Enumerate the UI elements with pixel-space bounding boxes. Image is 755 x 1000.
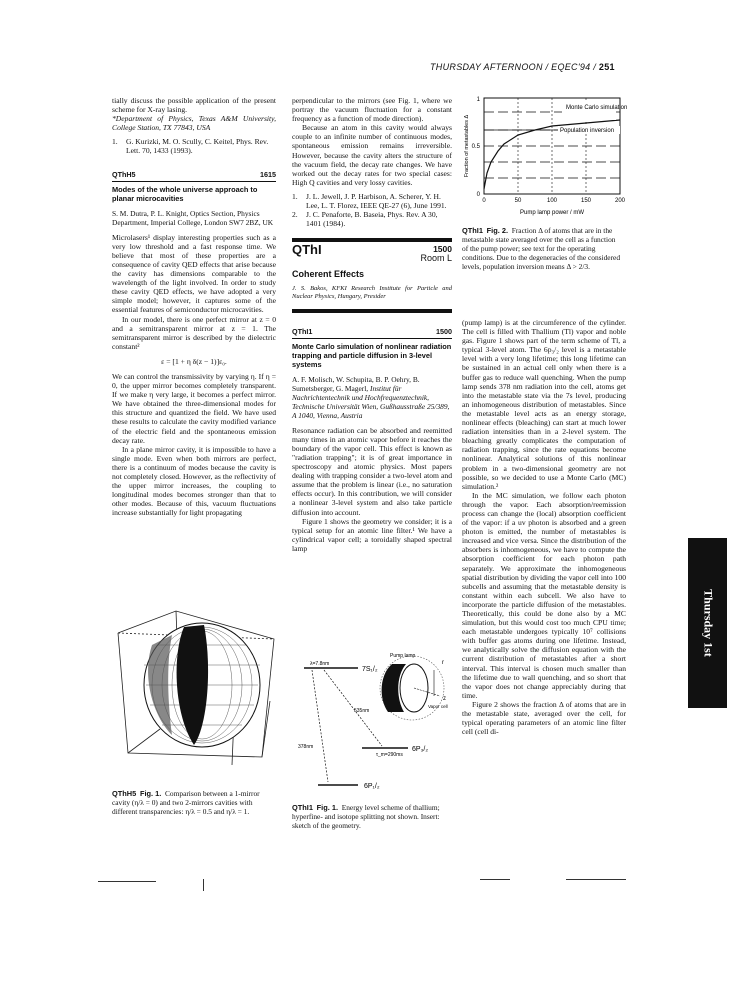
- paper-authors: A. F. Molisch, W. Schupita, B. P. Oehry, B. Sumetsberger, G. Magerl, Institut für Nachrichtentechnik und Hochfrequenztechnik, Technische Universität Wien, Gußhausstraße 25/389, A 1040, Vienna, Austria: [292, 374, 450, 420]
- label-vapor-cell: Vapor cell: [428, 704, 448, 709]
- label-axis-r: r: [442, 660, 444, 666]
- label-level-6p12: 6P₁/₂: [364, 783, 380, 790]
- session-header: [292, 238, 452, 300]
- carry-affiliation: *Department of Physics, Texas A&M University, College Station, TX 77843, USA: [112, 114, 276, 133]
- figure-metastable-fraction-chart: [462, 92, 632, 220]
- label-pump-lamp: Pump lamp: [390, 653, 416, 659]
- x-tick: 0: [482, 198, 486, 204]
- label-wavelength-378: 378nm: [298, 744, 314, 750]
- x-tick: 100: [546, 198, 558, 204]
- legend-monte-carlo: Monte Carlo simulation: [566, 105, 628, 111]
- reference-item: 2. J. C. Penaforte, B. Baseia, Phys. Rev. A 30, 1401 (1984).: [292, 210, 438, 229]
- column-2: [292, 96, 452, 553]
- paragraph: In our model, there is one perfect mirror at z = 0 and a semitransparent mirror at z = 1. The semitransparent mirror is described by the dielectric constant²: [112, 314, 276, 351]
- day-thumb-tab: [688, 538, 727, 708]
- y-tick: 0.5: [471, 144, 480, 150]
- crop-mark: [98, 881, 156, 882]
- paragraph: perpendicular to the mirrors (see Fig. 1, where we portray the vacuum fluctuation for a constant frequency as a function of mode direction).: [292, 96, 452, 124]
- references: [292, 192, 452, 228]
- y-tick: 0: [476, 192, 480, 198]
- figure-1-caption: QThH5 Fig. 1. Comparison between a 1-mirror cavity (η/λ = 0) and two 2-mirrors cavities with different transparencies: η/λ = 0.5 and η/λ = 1.: [112, 789, 260, 816]
- figure-energy-levels: [292, 650, 452, 800]
- paper-header: [112, 170, 276, 182]
- crop-mark: [566, 879, 626, 880]
- y-axis-label: Fraction of metastables Δ: [464, 114, 470, 178]
- page-number: 251: [598, 62, 615, 72]
- paragraph: Figure 2 shows the fraction Δ of atoms that are in the metastable state, averaged over the cell, for typical operating parameters of an atomic line filter cell (cell di-: [462, 699, 626, 737]
- session-code: QThI: [292, 242, 322, 258]
- paragraph: Resonance radiation can be absorbed and reemitted many times in an atomic vapor before it reaches the boundary of the vapor cell. This effect is known as "radiation trapping"; it is of great importance in spectroscopy and atomic physics. Most papers dealing with trapping consider a two-level atom and assume that the problem is linear (i.e., no saturation effects occur). In this contribution, we will consider a nonlinear 3-level system and also take particle diffusion into account.: [292, 425, 452, 517]
- paragraph: Microlasers¹ display interesting properties such as a very low threshold and a fast response time. We believe that most of these properties are a consequence of cavity QED effects that arise because the cavity has dimensions comparable to the wavelength of the light involved. In order to study these cavity QED effects, we have adopted a very simple model; however, it captures some of the essential features of semiconductor microcavities.: [112, 232, 276, 315]
- paper-title: Modes of the whole universe approach to planar microcavities: [112, 184, 258, 203]
- label-wavelength-top: λ=7.8nm: [310, 661, 330, 667]
- column-1: [112, 96, 276, 517]
- legend-population-inversion: Population inversion: [560, 128, 615, 134]
- running-head-text: THURSDAY AFTERNOON / EQEC'94 /: [430, 62, 599, 72]
- reference-item: 1. J. L. Jewell, J. P. Harbison, A. Scherer, Y. H. Lee, L. T. Florez, IEEE QE-27 (6), June 1991.: [292, 191, 447, 211]
- label-lifetime: τ_m=290ms: [376, 752, 403, 758]
- paper-title: Monte Carlo simulation of nonlinear radiation trapping and particle diffusion in 3-level systems: [292, 341, 452, 369]
- paper-code: QThH5: [112, 169, 136, 179]
- x-tick: 200: [614, 198, 626, 204]
- session-room: Room L: [420, 253, 452, 264]
- paragraph: (pump lamp) is at the circumference of the cylinder. The cell is filled with Thallium (Tl) vapor and noble gas. Figure 1 shows part of the term scheme of Tl, a typical 3-level atom. The 6p₃/₂ level is a metastable level with a very long lifetime; this long lifetime can be sustained in an actual cell only when there is a buffer gas to reduce wall quenching. When the pump lamp sends 378 nm radiation into the cell, atoms get into the metastable state via the 7s level, producing an inhomogeneous distribution of metastables. Since the metastable level acts as an energy storage, nonlinear effects (bleaching) can start at much lower radiation intensities than in a 2-level system. The bleaching greatly complicates the computation of radiation trapping, since the rate equations become nonlinear. Analytical solutions of this nonlinear problem in a two-dimensional geometry are not possible, so we decided to use a Monte Carlo (MC) simulation.²: [462, 318, 626, 491]
- paragraph: In the MC simulation, we follow each photon through the vapor. Each absorption/reemission process can change the (local) absorption coefficient of the vapor: if a uv photon is absorbed and a green photon is emitted, the number of metastables is increased and vice versa. Since the distribution of the absorbers is inhomogeneous, we have to compute the absorption coefficient for each photon path separately. We approximate the inhomogeneous spatial distribution by dividing the vapor cell into 100 subcells and assuming that the metastable density is constant within each subcell. We also have to incorporate the particle diffusion of the metastables. Theoretically, this could be done also by a MC simulation, but this would cost too much CPU time; each metastable undergoes typically 10⁷ collisions with buffer gas atoms during one lifetime. Instead, we analytically solve the diffusion equation with the current distribution of metastables after a short interval. This interval is chosen much smaller than the lifetime due to wall quenching, and so short that the vapor does not change appreciably during that time.: [462, 490, 626, 700]
- crop-mark: [480, 879, 510, 880]
- session-time: 1500: [433, 244, 452, 255]
- x-axis-label: Pump lamp power / mW: [519, 210, 585, 216]
- paragraph: Figure 1 shows the geometry we consider; it is a typical setup for an atomic line filter.¹ We have a cylindrical vapor cell; a toroidally shaped spectral lamp: [292, 516, 452, 553]
- label-level-7s: 7S₁/₂: [362, 666, 378, 673]
- paper-time: 1500: [436, 326, 452, 336]
- carry-text: tially discuss the possible application of the present scheme for X-ray lasing.: [112, 96, 276, 115]
- paper-header: [292, 327, 452, 339]
- paper-time: 1615: [260, 169, 276, 179]
- figure-cavity-modes-3d: [112, 605, 282, 775]
- label-level-6p32: 6P₃/₂: [412, 746, 429, 753]
- figure-energy-caption: QThI1 Fig. 1. Energy level scheme of thallium; hyperfine- and isotope splitting not shown. Insert: sketch of the geometry.: [292, 803, 440, 830]
- running-head: [430, 62, 748, 72]
- paragraph: We can control the transmissivity by varying η. If η = 0, the upper mirror becomes completely transparent. If we make η very large, it becomes a perfect mirror. We have obtained the three-dimensional modes for this structure and quantized the field. We have used these results to calculate the cavity modified variance of the electric field and the spontaneous emission decay rate.: [112, 371, 276, 445]
- geometry-insert: [380, 656, 444, 720]
- carry-references: [112, 137, 276, 155]
- day-thumb-tab-label: Thursday 1st: [701, 589, 715, 657]
- x-tick: 50: [514, 198, 522, 204]
- label-axis-z: z: [443, 696, 446, 702]
- paragraph: Because an atom in this cavity would always couple to an infinite number of continuous modes, spontaneous emission remains irreversible. However, because the cavity alters the structure of the vacuum field, the decay rate changes. We have worked out the decay rates for two special cases: High Q cavities and very lossy cavities.: [292, 123, 452, 187]
- crop-mark: [203, 879, 204, 891]
- session-title: Coherent Effects: [292, 268, 365, 279]
- paper-authors: S. M. Dutra, P. L. Knight, Optics Section, Physics Department, Imperial College, London SW7 2BZ, UK: [112, 208, 274, 227]
- session-presider: J. S. Bakos, KFKI Research Institute for Particle and Nuclear Physics, Hungary, Presider: [292, 284, 452, 300]
- figure-2-caption: QThI1 Fig. 2. Fraction Δ of atoms that are in the metastable state averaged over the cell as a function of the pump power; see text for the operating conditions. Due to the degeneracies of the considered levels, population inversion means Δ > 2/3.: [462, 226, 621, 271]
- y-tick: 1: [476, 97, 480, 103]
- session-divider: [292, 309, 452, 313]
- label-wavelength-535: 535nm: [354, 708, 370, 714]
- equation: ε = [1 + η δ(z − 1)]ε₀.: [161, 356, 227, 366]
- x-tick: 150: [580, 198, 592, 204]
- paragraph: In a plane mirror cavity, it is impossible to have a single mode. Even when both mirrors are perfect, there is a continuum of modes because the cavity is not completely closed. However, as the reflectivity of the upper mirror increases, the coupling to longitudinal modes becomes stronger than that to other modes. Because of this, vacuum fluctuations increase substantially for light propagating: [112, 444, 276, 518]
- paper-code: QThI1: [292, 326, 313, 336]
- reference-item: 1. G. Kurizki, M. O. Scully, C. Keitel, Phys. Rev. Lett. 70, 1433 (1993).: [112, 137, 269, 156]
- column-3: [462, 318, 626, 736]
